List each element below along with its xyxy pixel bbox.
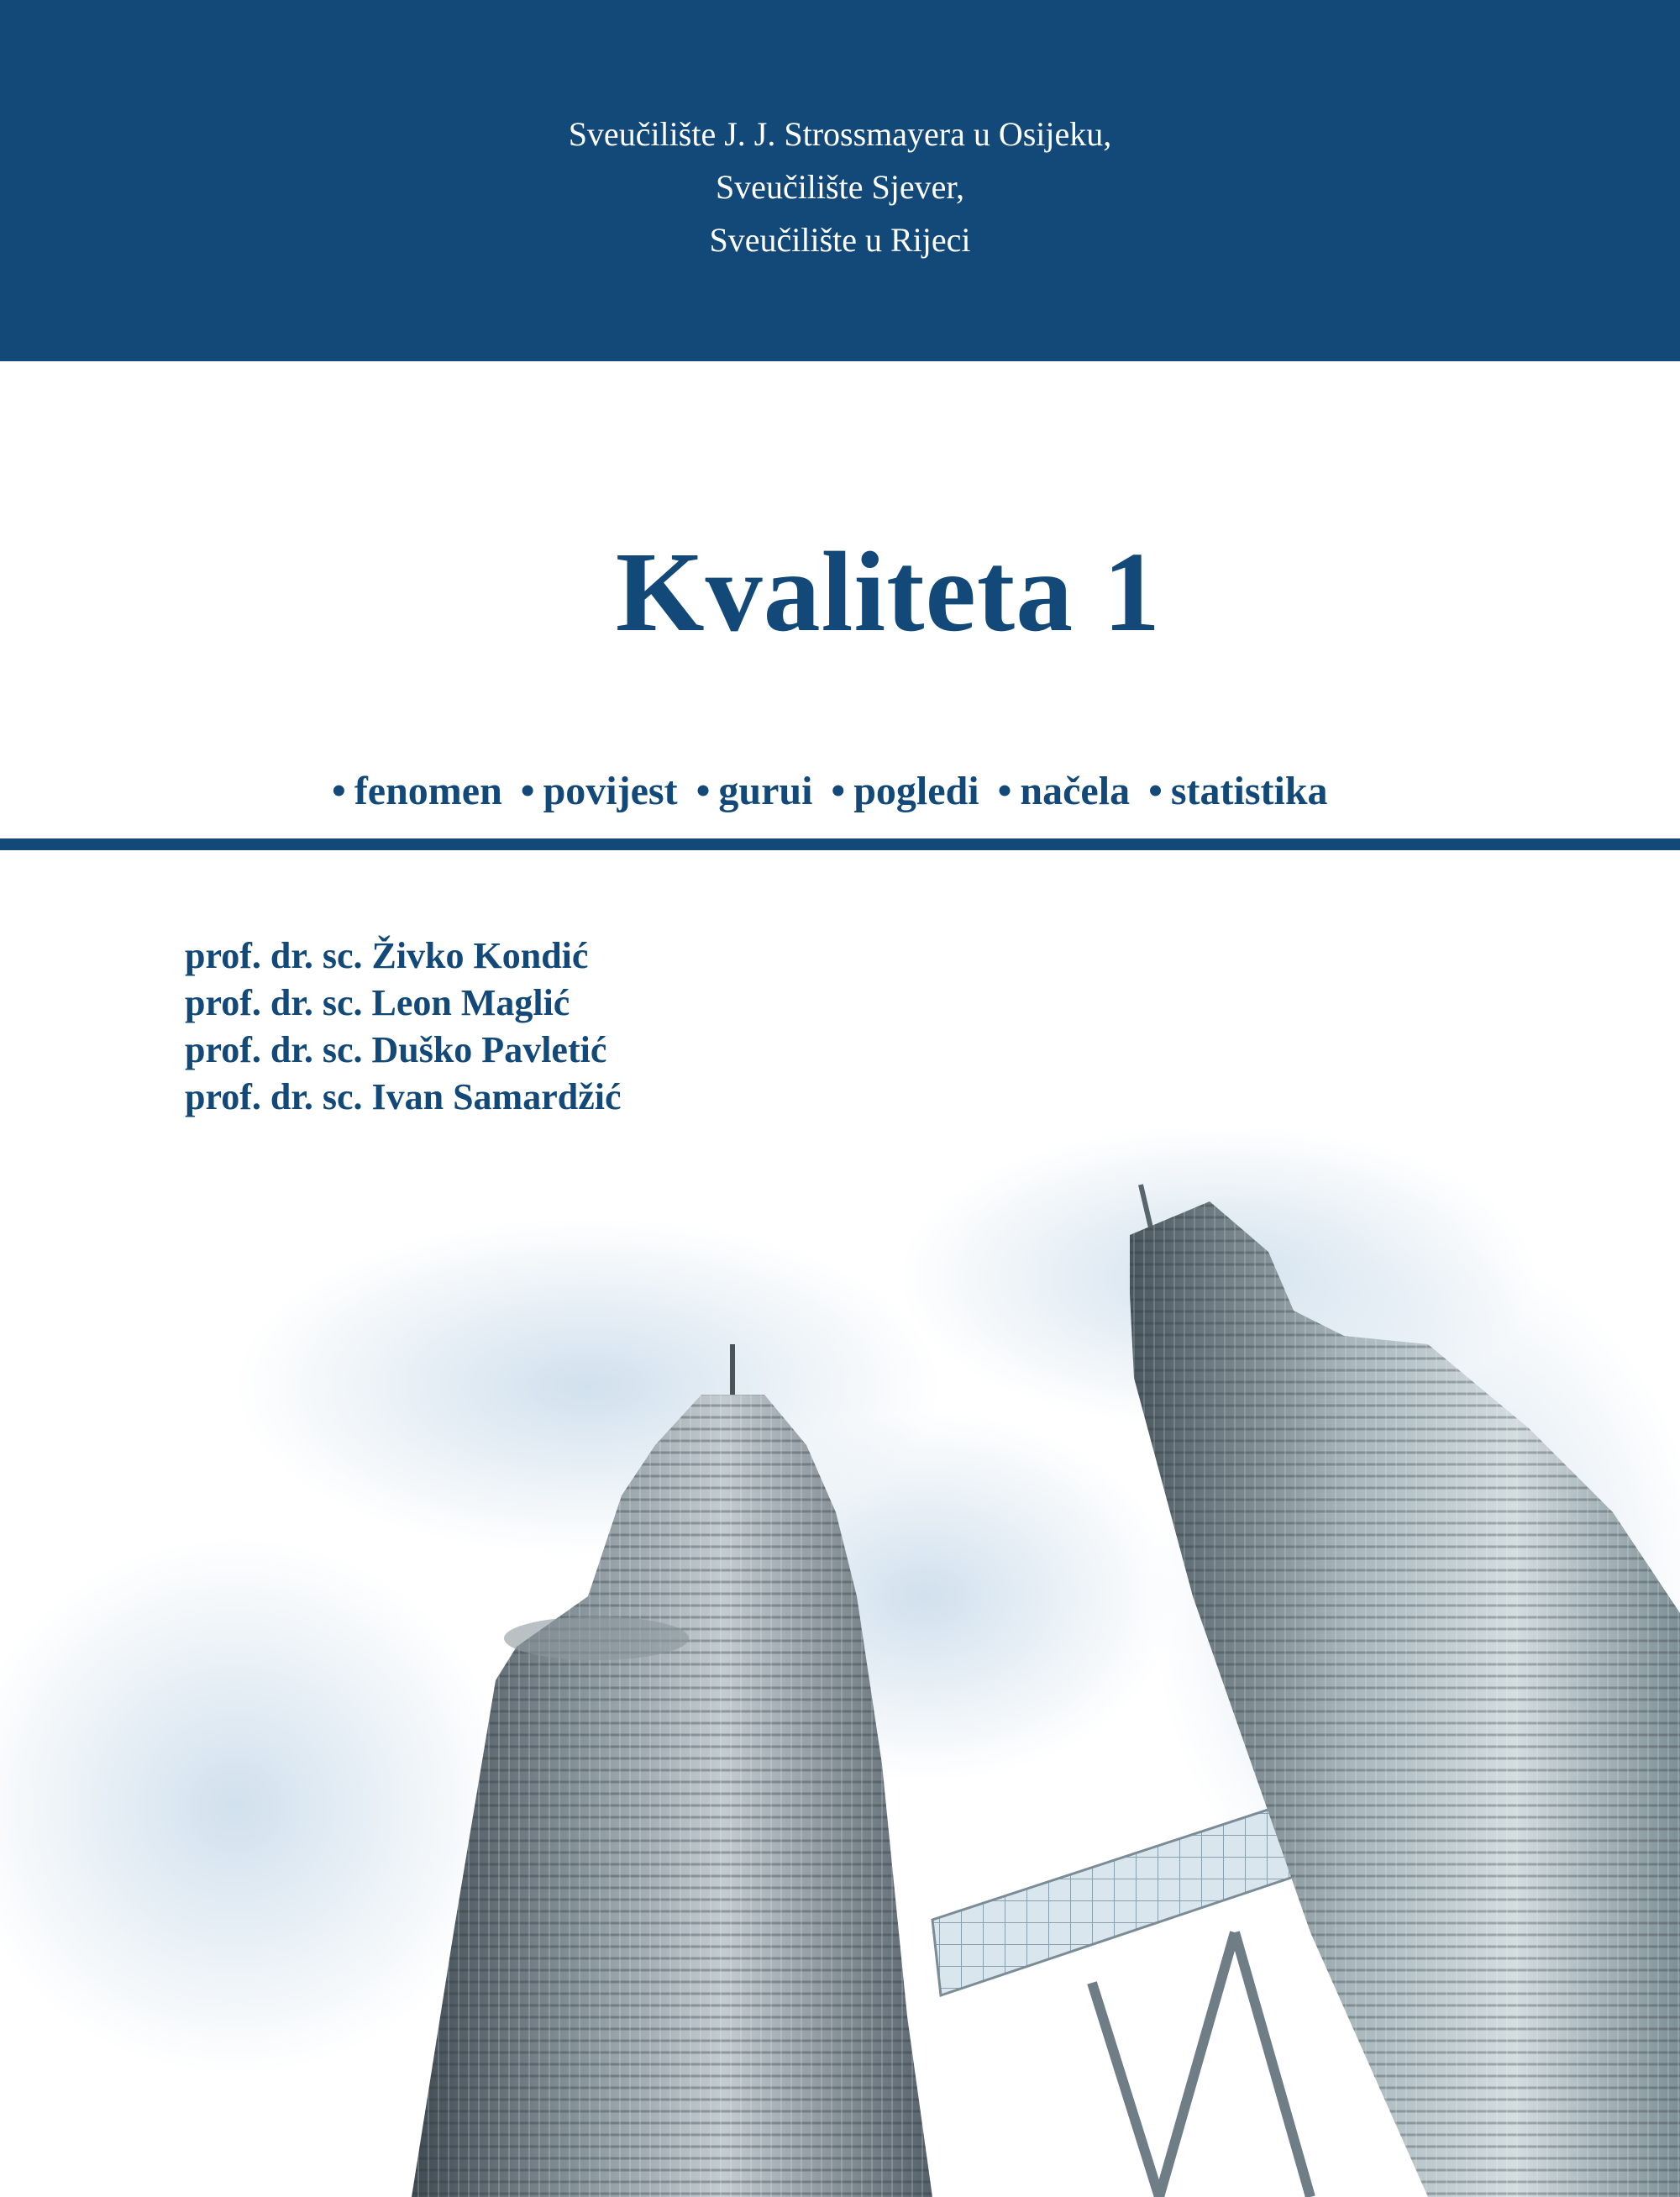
university-line: Sveučilište Sjever, xyxy=(715,168,965,206)
university-list xyxy=(0,108,1680,266)
author-line: prof. dr. sc. Ivan Samardžić xyxy=(185,1076,622,1117)
topic-bullet: • xyxy=(332,769,346,813)
topic-item: statistika xyxy=(1170,769,1328,813)
topic-list xyxy=(323,766,1328,817)
topic-bullet: • xyxy=(696,769,711,813)
divider-rule xyxy=(0,838,1680,850)
topic-item: fenomen xyxy=(354,769,502,813)
topic-bullet: • xyxy=(1148,769,1163,813)
topic-bullet: • xyxy=(831,769,846,813)
author-line: prof. dr. sc. Živko Kondić xyxy=(185,935,589,976)
university-line: Sveučilište J. J. Strossmayera u Osijeku, xyxy=(568,115,1112,153)
author-line: prof. dr. sc. Duško Pavletić xyxy=(185,1029,607,1070)
author-line: prof. dr. sc. Leon Maglić xyxy=(185,982,570,1023)
book-title: Kvaliteta 1 xyxy=(615,529,1162,655)
university-line: Sveučilište u Rijeci xyxy=(709,221,971,259)
twin-towers-illustration xyxy=(0,991,1680,2197)
topic-item: gurui xyxy=(718,769,813,813)
topic-item: povijest xyxy=(543,769,678,813)
topic-bullet: • xyxy=(997,769,1012,813)
topic-item: načela xyxy=(1020,769,1131,813)
topic-bullet: • xyxy=(520,769,535,813)
topic-item: pogledi xyxy=(853,769,979,813)
